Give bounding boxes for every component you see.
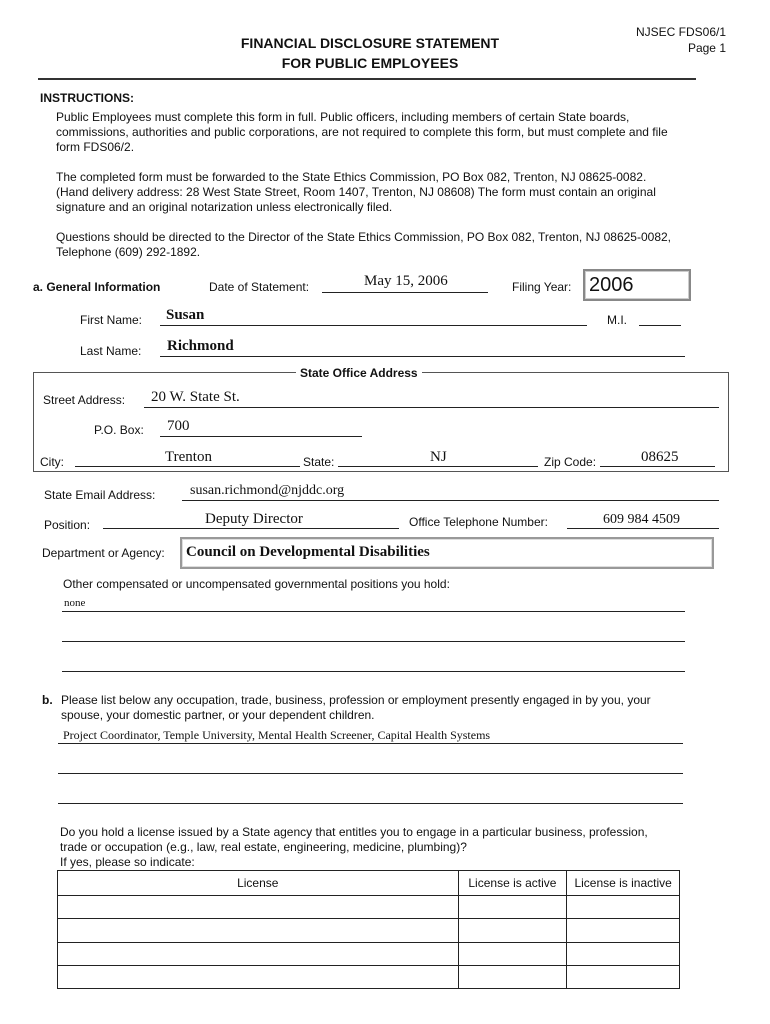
license-active-cell[interactable] — [458, 919, 567, 943]
license-active-column-header: License is active — [458, 871, 567, 896]
zip-code-field[interactable]: 08625 — [641, 449, 679, 465]
street-address-field[interactable]: 20 W. State St. — [151, 389, 240, 405]
license-question-line: If yes, please so indicate: — [60, 855, 195, 869]
last-name-line — [160, 356, 685, 357]
agency-field[interactable] — [180, 537, 714, 569]
license-inactive-column-header: License is inactive — [567, 871, 680, 896]
form-id-block — [526, 24, 726, 56]
license-table-row — [58, 943, 680, 966]
po-box-label: P.O. Box: — [94, 423, 144, 437]
state-line — [338, 466, 538, 467]
city-line — [75, 466, 300, 467]
instructions-para1-line: commissions, authorities and public corporations, are not required to complete this form, but must complete and file — [56, 125, 668, 139]
license-active-cell[interactable] — [458, 943, 567, 966]
date-of-statement-label: Date of Statement: — [209, 280, 310, 294]
state-label: State: — [303, 455, 335, 469]
instructions-heading: INSTRUCTIONS: — [40, 91, 134, 105]
last-name-field[interactable]: Richmond — [167, 338, 234, 354]
last-name-label: Last Name: — [80, 344, 142, 358]
license-cell[interactable] — [58, 896, 459, 919]
state-email-label: State Email Address: — [44, 488, 156, 502]
date-of-statement-field[interactable]: May 15, 2006 — [364, 273, 448, 289]
occupation-line — [58, 773, 683, 774]
first-name-line — [160, 325, 587, 326]
instructions-para1-line: Public Employees must complete this form in full. Public officers, including members of certain State boards, — [56, 110, 630, 124]
zip-code-line — [600, 466, 715, 467]
license-question-line: Do you hold a license issued by a State agency that entitles you to engage in a particular business, profession, — [60, 825, 648, 839]
street-address-line — [144, 407, 719, 408]
office-telephone-label: Office Telephone Number: — [409, 515, 548, 529]
agency-label: Department or Agency: — [42, 546, 165, 560]
other-positions-line — [62, 611, 685, 612]
license-active-cell[interactable] — [458, 896, 567, 919]
license-inactive-cell[interactable] — [567, 966, 680, 989]
city-field[interactable]: Trenton — [165, 449, 212, 465]
header-rule — [38, 78, 696, 80]
section-b-marker: b. — [42, 693, 53, 707]
first-name-label: First Name: — [80, 313, 143, 327]
license-cell[interactable] — [58, 919, 459, 943]
occupation-line — [58, 743, 683, 744]
other-positions-line — [62, 671, 685, 672]
po-box-line — [160, 436, 362, 437]
occupation-line — [58, 803, 683, 804]
street-address-label: Street Address: — [43, 393, 126, 407]
mi-line — [639, 325, 681, 326]
other-positions-label: Other compensated or uncompensated governmental positions you hold: — [63, 577, 450, 591]
instructions-para2-line: The completed form must be forwarded to the State Ethics Commission, PO Box 082, Trenton, NJ 08625-0082. — [56, 170, 647, 184]
other-positions-line — [62, 641, 685, 642]
instructions-para3-line: Telephone (609) 292-1892. — [56, 245, 201, 259]
instructions-para2-line: (Hand delivery address: 28 West State Street, Room 1407, Trenton, NJ 08608) The form must contain an original — [56, 185, 656, 199]
instructions-para1-line: form FDS06/2. — [56, 140, 135, 154]
license-cell[interactable] — [58, 966, 459, 989]
occupation-field[interactable]: Project Coordinator, Temple University, Mental Health Screener, Capital Health Systems — [63, 728, 491, 742]
license-question — [60, 825, 740, 870]
office-telephone-line — [567, 528, 719, 529]
license-table-row — [58, 919, 680, 943]
zip-code-label: Zip Code: — [544, 455, 597, 469]
filing-year-value: 2006 — [589, 274, 634, 296]
date-of-statement-line — [322, 292, 488, 293]
page-number: Page 1 — [687, 41, 726, 55]
form-title — [190, 33, 550, 73]
license-table-row — [58, 966, 680, 989]
license-question-line: trade or occupation (e.g., law, real estate, engineering, medicine, plumbing)? — [60, 840, 467, 854]
section-b-question-line: Please list below any occupation, trade, business, profession or employment presently engaged in by you, your — [61, 693, 651, 707]
first-name-field[interactable]: Susan — [166, 307, 205, 323]
license-table — [57, 870, 680, 989]
state-field[interactable]: NJ — [430, 449, 447, 465]
instructions-para2-line: signature and an original notarization unless electronically filed. — [56, 200, 393, 214]
position-field[interactable]: Deputy Director — [205, 511, 303, 527]
form-title-line2: FOR PUBLIC EMPLOYEES — [281, 55, 459, 71]
filing-year-label: Filing Year: — [512, 280, 572, 294]
instructions-para3-line: Questions should be directed to the Director of the State Ethics Commission, PO Box 082, Trenton, NJ 08625-0082, — [56, 230, 671, 244]
instructions-para3 — [56, 230, 736, 260]
other-positions-field[interactable]: none — [64, 597, 86, 609]
state-email-line — [182, 500, 719, 501]
state-office-address-title: State Office Address — [296, 366, 422, 380]
form-id: NJSEC FDS06/1 — [635, 25, 726, 39]
license-table-row — [58, 896, 680, 919]
city-label: City: — [40, 455, 64, 469]
section-b-question-line: spouse, your domestic partner, or your dependent children. — [61, 708, 375, 722]
mi-label: M.I. — [607, 313, 627, 327]
position-line — [103, 528, 399, 529]
position-label: Position: — [44, 518, 91, 532]
license-cell[interactable] — [58, 943, 459, 966]
license-inactive-cell[interactable] — [567, 919, 680, 943]
license-table-header — [58, 871, 680, 896]
filing-year-field[interactable] — [583, 269, 691, 301]
license-active-cell[interactable] — [458, 966, 567, 989]
license-inactive-cell[interactable] — [567, 943, 680, 966]
office-telephone-field[interactable]: 609 984 4509 — [603, 512, 680, 527]
form-title-line1: FINANCIAL DISCLOSURE STATEMENT — [240, 35, 500, 51]
section-a-label: a. General Information — [33, 280, 161, 294]
state-office-address-box — [33, 372, 729, 472]
section-b-question — [61, 693, 741, 723]
agency-value: Council on Developmental Disabilities — [186, 544, 430, 560]
po-box-field[interactable]: 700 — [167, 418, 190, 434]
instructions-para2 — [56, 170, 736, 215]
license-inactive-cell[interactable] — [567, 896, 680, 919]
license-column-header: License — [58, 871, 459, 896]
state-email-field[interactable]: susan.richmond@njddc.org — [190, 483, 345, 498]
instructions-para1 — [56, 110, 736, 155]
